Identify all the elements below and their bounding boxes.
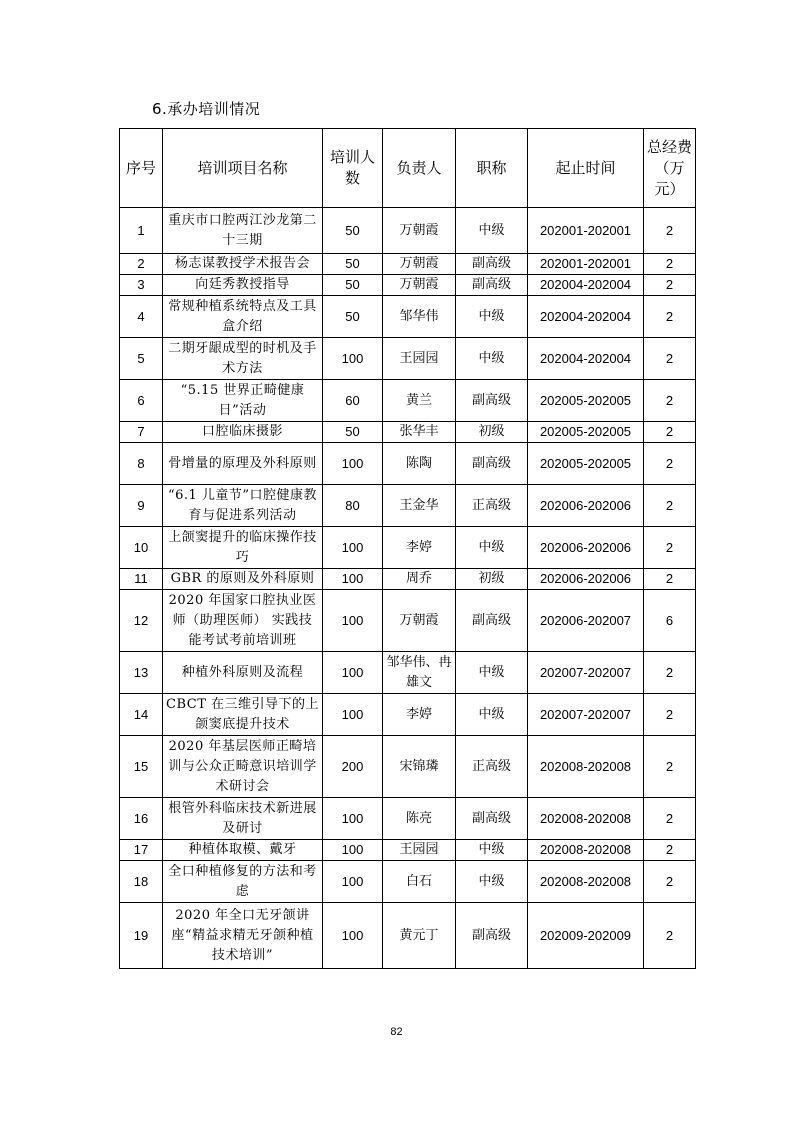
header-cost: 总经费（万元） <box>644 129 696 208</box>
header-period: 起止时间 <box>528 129 644 208</box>
cell-count: 100 <box>323 443 383 485</box>
table-row <box>120 443 696 485</box>
cell-no: 2 <box>120 254 163 275</box>
cell-count: 50 <box>323 275 383 296</box>
cell-no: 6 <box>120 380 163 422</box>
cell-title: 副高级 <box>456 254 528 275</box>
cell-cost: 2 <box>644 422 696 443</box>
cell-no: 16 <box>120 798 163 840</box>
cell-name: 口腔临床摄影 <box>163 422 323 443</box>
cell-count: 100 <box>323 798 383 840</box>
cell-cost: 2 <box>644 652 696 694</box>
header-title: 职称 <box>456 129 528 208</box>
cell-name: GBR 的原则及外科原则 <box>163 569 323 590</box>
cell-name: “5.15 世界正畸健康日”活动 <box>163 380 323 422</box>
cell-title: 中级 <box>456 527 528 569</box>
cell-period: 202005-202005 <box>528 422 644 443</box>
cell-period: 202007-202007 <box>528 652 644 694</box>
cell-title: 中级 <box>456 861 528 903</box>
cell-name: 骨增量的原理及外科原则 <box>163 443 323 485</box>
header-count: 培训人数 <box>323 129 383 208</box>
cell-title: 副高级 <box>456 443 528 485</box>
cell-no: 10 <box>120 527 163 569</box>
cell-person: 李婷 <box>383 694 456 736</box>
cell-person: 万朝霞 <box>383 590 456 652</box>
cell-count: 100 <box>323 840 383 861</box>
cell-title: 中级 <box>456 338 528 380</box>
cell-cost: 2 <box>644 527 696 569</box>
cell-title: 副高级 <box>456 903 528 969</box>
cell-no: 1 <box>120 208 163 254</box>
cell-no: 17 <box>120 840 163 861</box>
cell-name: 种植外科原则及流程 <box>163 652 323 694</box>
cell-name: 重庆市口腔两江沙龙第二十三期 <box>163 208 323 254</box>
cell-period: 202006-202006 <box>528 485 644 527</box>
table-row <box>120 338 696 380</box>
table-row <box>120 903 696 969</box>
table-row <box>120 485 696 527</box>
cell-name: 种植体取模、戴牙 <box>163 840 323 861</box>
table-row <box>120 208 696 254</box>
table-row <box>120 590 696 652</box>
cell-period: 202008-202008 <box>528 736 644 798</box>
cell-cost: 2 <box>644 485 696 527</box>
cell-person: 万朝霞 <box>383 275 456 296</box>
cell-name: 向廷秀教授指导 <box>163 275 323 296</box>
cell-no: 7 <box>120 422 163 443</box>
cell-cost: 2 <box>644 736 696 798</box>
cell-cost: 2 <box>644 254 696 275</box>
cell-no: 19 <box>120 903 163 969</box>
cell-title: 中级 <box>456 208 528 254</box>
table-row <box>120 861 696 903</box>
cell-cost: 2 <box>644 208 696 254</box>
cell-person: 陈陶 <box>383 443 456 485</box>
table-row <box>120 569 696 590</box>
cell-no: 8 <box>120 443 163 485</box>
cell-name: 杨志谋教授学术报告会 <box>163 254 323 275</box>
cell-count: 100 <box>323 652 383 694</box>
page-number: 82 <box>390 1026 403 1038</box>
table-row <box>120 798 696 840</box>
cell-period: 202001-202001 <box>528 254 644 275</box>
cell-count: 50 <box>323 254 383 275</box>
cell-person: 张华丰 <box>383 422 456 443</box>
cell-count: 80 <box>323 485 383 527</box>
cell-person: 周乔 <box>383 569 456 590</box>
cell-person: 李婷 <box>383 527 456 569</box>
cell-person: 白石 <box>383 861 456 903</box>
cell-period: 202006-202006 <box>528 527 644 569</box>
cell-title: 初级 <box>456 422 528 443</box>
cell-title: 正高级 <box>456 485 528 527</box>
cell-count: 100 <box>323 590 383 652</box>
table-row <box>120 422 696 443</box>
table-row <box>120 275 696 296</box>
cell-cost: 2 <box>644 861 696 903</box>
cell-count: 50 <box>323 422 383 443</box>
table-row <box>120 694 696 736</box>
cell-no: 18 <box>120 861 163 903</box>
cell-period: 202005-202005 <box>528 380 644 422</box>
cell-count: 100 <box>323 861 383 903</box>
cell-cost: 2 <box>644 380 696 422</box>
cell-cost: 2 <box>644 840 696 861</box>
cell-title: 正高级 <box>456 736 528 798</box>
cell-count: 100 <box>323 694 383 736</box>
cell-name: 2020 年基层医师正畸培训与公众正畸意识培训学术研讨会 <box>163 736 323 798</box>
cell-person: 宋锦璘 <box>383 736 456 798</box>
cell-period: 202004-202004 <box>528 296 644 338</box>
cell-count: 200 <box>323 736 383 798</box>
cell-no: 9 <box>120 485 163 527</box>
cell-period: 202006-202007 <box>528 590 644 652</box>
cell-person: 陈亮 <box>383 798 456 840</box>
cell-count: 100 <box>323 338 383 380</box>
cell-person: 邹华伟、冉雄文 <box>383 652 456 694</box>
cell-count: 50 <box>323 296 383 338</box>
cell-person: 王金华 <box>383 485 456 527</box>
cell-name: “6.1 儿童节”口腔健康教育与促进系列活动 <box>163 485 323 527</box>
cell-name: 全口种植修复的方法和考虑 <box>163 861 323 903</box>
cell-cost: 2 <box>644 443 696 485</box>
cell-no: 5 <box>120 338 163 380</box>
cell-title: 中级 <box>456 296 528 338</box>
cell-no: 11 <box>120 569 163 590</box>
cell-person: 王园园 <box>383 840 456 861</box>
cell-period: 202004-202004 <box>528 275 644 296</box>
cell-count: 100 <box>323 527 383 569</box>
cell-no: 15 <box>120 736 163 798</box>
cell-person: 黄元丁 <box>383 903 456 969</box>
cell-name: 二期牙龈成型的时机及手术方法 <box>163 338 323 380</box>
cell-name: CBCT 在三维引导下的上颌窦底提升技术 <box>163 694 323 736</box>
cell-no: 12 <box>120 590 163 652</box>
cell-no: 4 <box>120 296 163 338</box>
cell-no: 3 <box>120 275 163 296</box>
cell-title: 副高级 <box>456 590 528 652</box>
cell-count: 100 <box>323 569 383 590</box>
cell-no: 14 <box>120 694 163 736</box>
table-row <box>120 254 696 275</box>
cell-period: 202008-202008 <box>528 840 644 861</box>
cell-cost: 6 <box>644 590 696 652</box>
cell-name: 根管外科临床技术新进展及研讨 <box>163 798 323 840</box>
table-row <box>120 380 696 422</box>
training-table <box>119 128 696 969</box>
header-person: 负责人 <box>383 129 456 208</box>
cell-count: 100 <box>323 903 383 969</box>
table-row <box>120 652 696 694</box>
cell-cost: 2 <box>644 338 696 380</box>
cell-name: 常规种植系统特点及工具盒介绍 <box>163 296 323 338</box>
cell-cost: 2 <box>644 903 696 969</box>
table-row <box>120 736 696 798</box>
table-header-row <box>120 129 696 208</box>
cell-title: 副高级 <box>456 275 528 296</box>
header-name: 培训项目名称 <box>163 129 323 208</box>
cell-cost: 2 <box>644 694 696 736</box>
cell-title: 中级 <box>456 694 528 736</box>
cell-title: 中级 <box>456 840 528 861</box>
table-row <box>120 840 696 861</box>
cell-cost: 2 <box>644 275 696 296</box>
cell-name: 2020 年全口无牙颌讲座“精益求精无牙颌种植技术培训” <box>163 903 323 969</box>
cell-count: 60 <box>323 380 383 422</box>
cell-title: 中级 <box>456 652 528 694</box>
cell-person: 万朝霞 <box>383 254 456 275</box>
cell-period: 202004-202004 <box>528 338 644 380</box>
cell-name: 上颌窦提升的临床操作技巧 <box>163 527 323 569</box>
cell-title: 副高级 <box>456 798 528 840</box>
cell-title: 初级 <box>456 569 528 590</box>
cell-period: 202001-202001 <box>528 208 644 254</box>
cell-name: 2020 年国家口腔执业医师（助理医师） 实践技能考试考前培训班 <box>163 590 323 652</box>
cell-count: 50 <box>323 208 383 254</box>
section-title: 6.承办培训情况 <box>152 100 261 118</box>
header-no: 序号 <box>120 129 163 208</box>
table-row <box>120 296 696 338</box>
cell-period: 202007-202007 <box>528 694 644 736</box>
cell-no: 13 <box>120 652 163 694</box>
cell-cost: 2 <box>644 569 696 590</box>
cell-period: 202009-202009 <box>528 903 644 969</box>
cell-person: 王园园 <box>383 338 456 380</box>
cell-period: 202006-202006 <box>528 569 644 590</box>
cell-person: 邹华伟 <box>383 296 456 338</box>
cell-person: 黄兰 <box>383 380 456 422</box>
cell-period: 202008-202008 <box>528 798 644 840</box>
cell-cost: 2 <box>644 296 696 338</box>
cell-period: 202005-202005 <box>528 443 644 485</box>
cell-period: 202008-202008 <box>528 861 644 903</box>
cell-person: 万朝霞 <box>383 208 456 254</box>
cell-title: 副高级 <box>456 380 528 422</box>
table-row <box>120 527 696 569</box>
cell-cost: 2 <box>644 798 696 840</box>
